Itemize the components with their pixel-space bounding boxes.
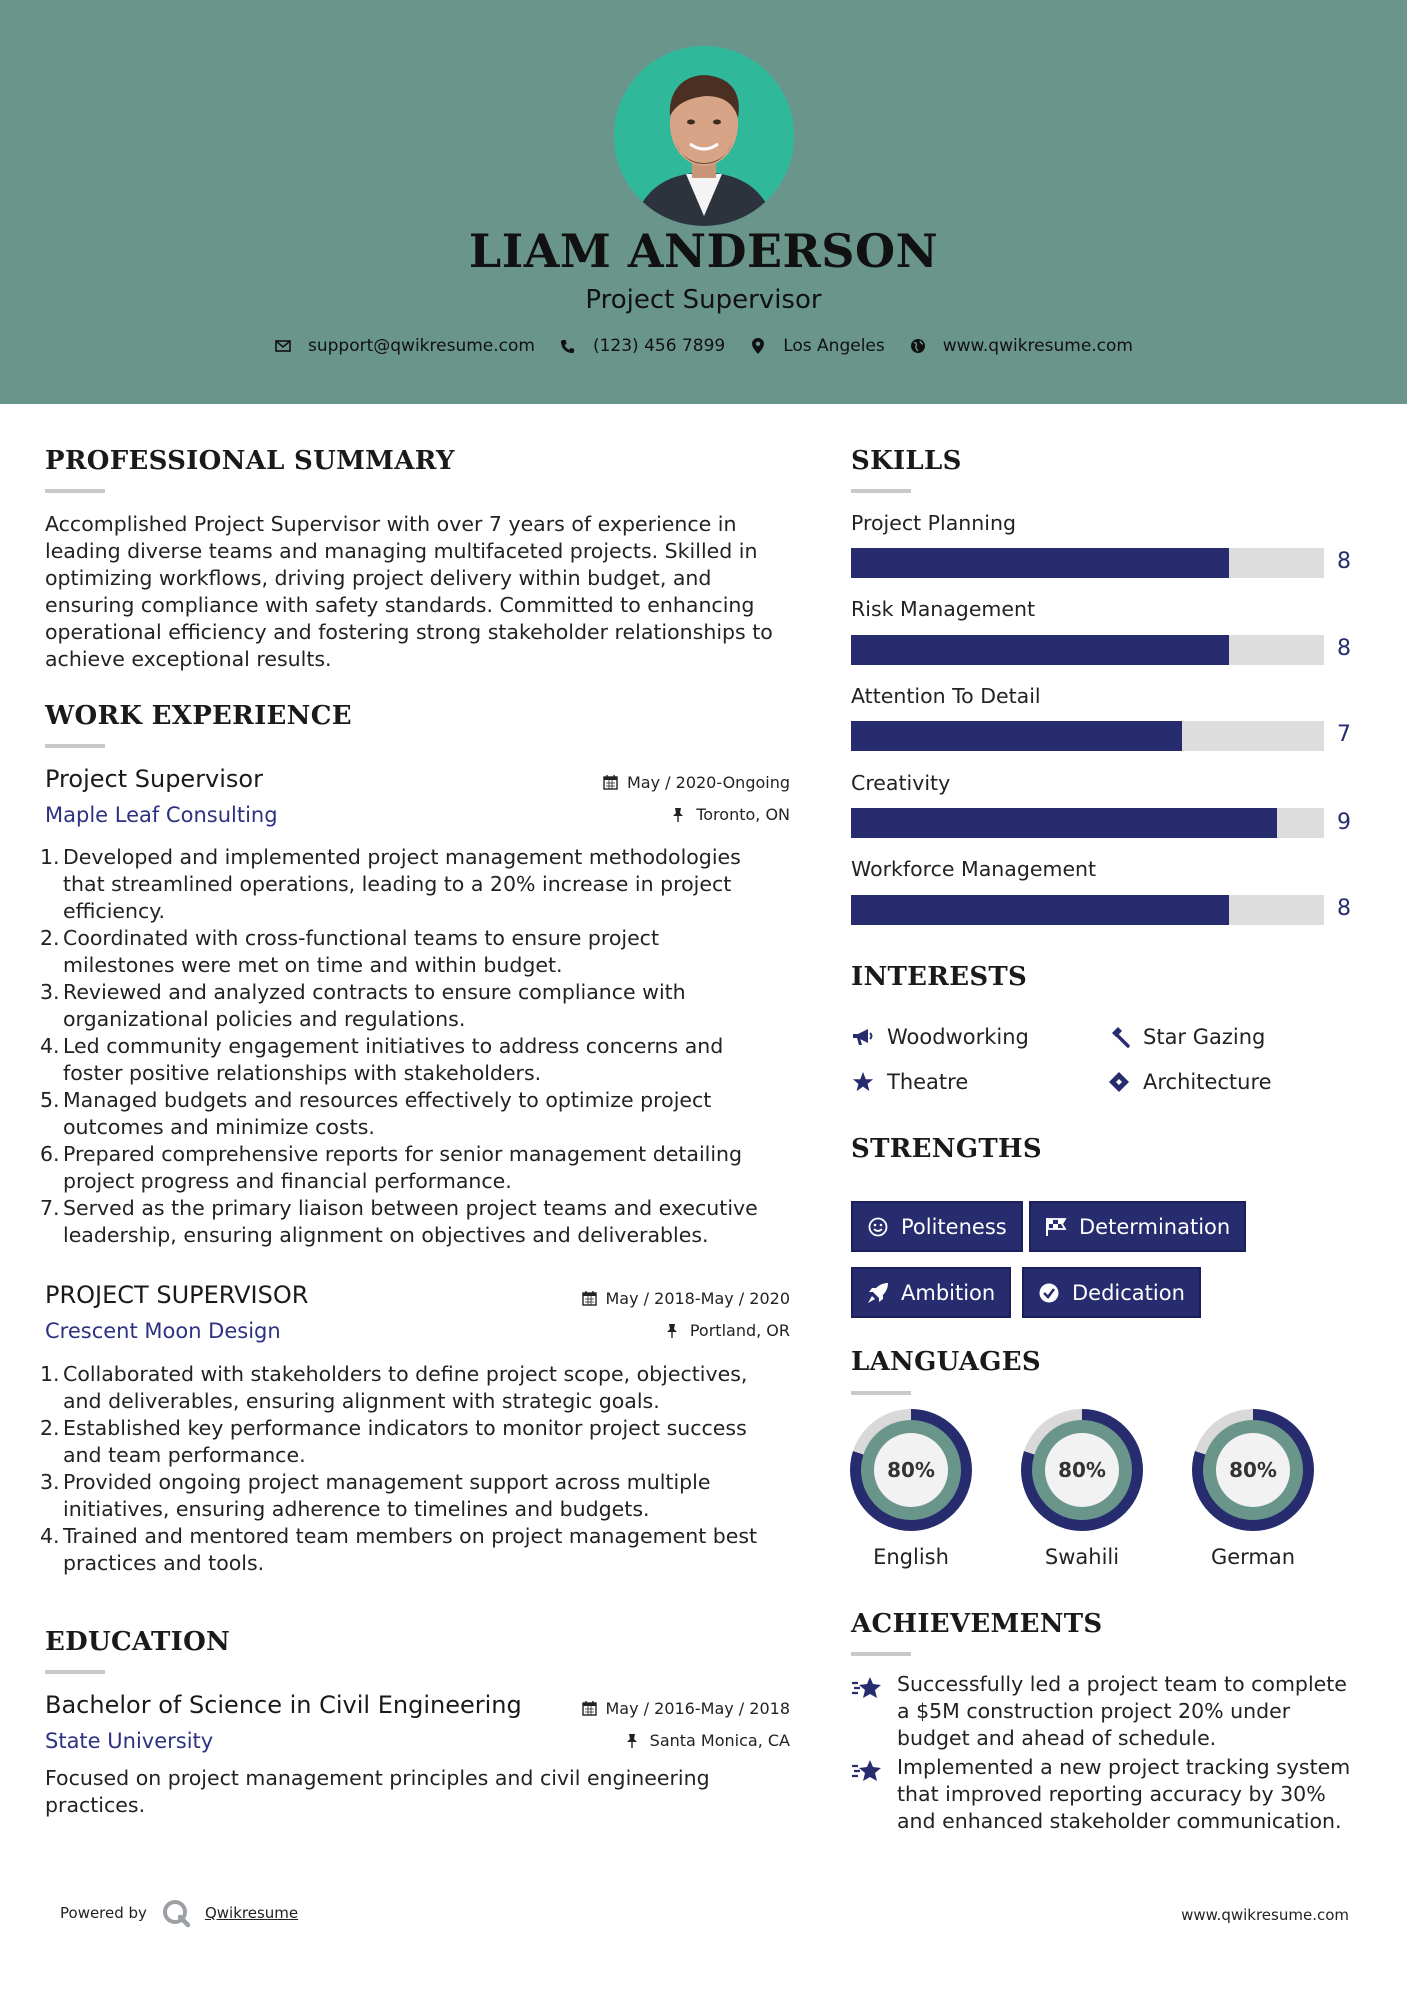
education-divider [45, 1670, 105, 1674]
ticket-icon [1107, 1070, 1131, 1094]
language-name: Swahili [1044, 1545, 1120, 1569]
duty-line: Managed budgets and resources effectively to optimize project [63, 1088, 712, 1112]
languages-divider [851, 1391, 911, 1395]
summary-line: achieve exceptional results. [45, 647, 332, 671]
contact-email[interactable] [274, 336, 535, 356]
list-number: 1. [40, 845, 60, 869]
strength-label: Dedication [1072, 1280, 1185, 1305]
summary-heading: PROFESSIONAL SUMMARY [45, 446, 455, 476]
skill-bar-track [851, 808, 1324, 838]
star-icon [851, 1070, 875, 1094]
interest-item [851, 1025, 1029, 1049]
job-duties-2 [40, 1361, 790, 1577]
education-location [626, 1731, 790, 1750]
duty-line: Prepared comprehensive reports for senior management detailing [63, 1142, 743, 1166]
list-item [40, 1087, 790, 1141]
duty-line: Trained and mentored team members on project management best [63, 1524, 758, 1548]
strength-badge [851, 1267, 1011, 1318]
megaphone-icon [851, 1025, 875, 1049]
language-gauge [1192, 1409, 1314, 1531]
skill-name: Attention To Detail [851, 684, 1041, 708]
phone-icon [559, 337, 577, 355]
duty-line: Provided ongoing project management support across multiple [63, 1470, 711, 1494]
list-item [40, 1195, 790, 1249]
calendar-icon [582, 1701, 598, 1717]
job-location-text: Toronto, ON [696, 805, 790, 824]
achievements-divider [851, 1652, 911, 1656]
contact-phone[interactable] [559, 336, 725, 356]
gavel-icon [1107, 1025, 1131, 1049]
skill-value: 8 [1337, 549, 1351, 574]
language-name: German [1210, 1545, 1296, 1569]
strength-badge [1022, 1267, 1201, 1318]
duty-line: that streamlined operations, leading to a 20% increase in project [63, 872, 732, 896]
summary-line: operational efficiency and fostering strong stakeholder relationships to [45, 620, 773, 644]
achievement-line: that improved reporting accuracy by 30% [897, 1782, 1326, 1806]
job-role: Project Supervisor [45, 765, 263, 793]
experience-heading: WORK EXPERIENCE [45, 701, 352, 731]
list-item [40, 1469, 790, 1523]
duty-line: and deliverables, ensuring alignment with strategic goals. [63, 1389, 660, 1413]
strength-badge [851, 1201, 1023, 1252]
language-gauge [850, 1409, 972, 1531]
contact-website-text: www.qwikresume.com [942, 336, 1133, 356]
skill-bar-track [851, 895, 1324, 925]
job-location [666, 1321, 790, 1340]
language-name: English [873, 1545, 949, 1569]
education-school: State University [45, 1729, 214, 1753]
duty-line: Reviewed and analyzed contracts to ensure compliance with [63, 980, 686, 1004]
duty-line: organizational policies and regulations. [63, 1007, 466, 1031]
skill-name: Creativity [851, 771, 951, 795]
duty-line: Served as the primary liaison between project teams and executive [63, 1196, 758, 1220]
smile-icon [867, 1216, 889, 1238]
shooting-star-icon [851, 1756, 883, 1786]
list-item [40, 1033, 790, 1087]
job-location [672, 805, 790, 824]
candidate-name: LIAM ANDERSON [468, 224, 939, 278]
contact-website[interactable] [909, 336, 1133, 356]
list-number: 6. [40, 1142, 60, 1166]
contact-bar [0, 336, 1407, 356]
list-number: 1. [40, 1362, 60, 1386]
list-number: 4. [40, 1524, 60, 1548]
skill-bar-track [851, 721, 1324, 751]
powered-by-text: Powered by [60, 1904, 147, 1922]
skill-name: Risk Management [851, 597, 1036, 621]
summary-line: ensuring compliance with safety standards. Committed to enhancing [45, 593, 755, 617]
duty-line: Coordinated with cross-functional teams to ensure project [63, 926, 659, 950]
qwikresume-logo-icon [161, 1898, 191, 1928]
job-date-text: May / 2020-Ongoing [627, 773, 790, 792]
contact-phone-text: (123) 456 7899 [592, 336, 726, 356]
duty-line: efficiency. [63, 899, 165, 923]
job-company: Crescent Moon Design [45, 1319, 281, 1343]
pushpin-icon [626, 1733, 642, 1749]
skill-value: 9 [1337, 810, 1351, 835]
duty-line: project progress and financial performance. [63, 1169, 512, 1193]
interest-label: Theatre [887, 1070, 969, 1094]
calendar-icon [582, 1291, 598, 1307]
achievement-line: budget and ahead of schedule. [897, 1726, 1217, 1750]
interest-item [851, 1070, 968, 1094]
strength-label: Politeness [901, 1214, 1007, 1239]
list-number: 3. [40, 1470, 60, 1494]
achievement-line: a $5M construction project 20% under [897, 1699, 1291, 1723]
strength-badge [1029, 1201, 1246, 1252]
interest-item [1107, 1025, 1265, 1049]
summary-line: leading diverse teams and managing multifaceted projects. Skilled in [45, 539, 758, 563]
duty-line: foster positive relationships with stakeholders. [63, 1061, 542, 1085]
contact-location-text: Los Angeles [783, 336, 885, 356]
achievement-line: Successfully led a project team to complete [897, 1672, 1347, 1696]
experience-divider [45, 744, 105, 748]
duty-line: milestones were met on time and within budget. [63, 953, 563, 977]
summary-line: optimizing workflows, driving project delivery within budget, and [45, 566, 712, 590]
achievement-item [851, 1754, 1371, 1835]
job-location-text: Portland, OR [689, 1321, 790, 1340]
languages-heading: LANGUAGES [851, 1347, 1041, 1377]
globe-icon [909, 337, 927, 355]
profile-photo [614, 46, 794, 226]
interest-item [1107, 1070, 1272, 1094]
duty-line: practices and tools. [63, 1551, 265, 1575]
duty-line: leadership, ensuring alignment on objectives and deliverables. [63, 1223, 709, 1247]
strength-label: Determination [1079, 1214, 1231, 1239]
interests-heading: INTERESTS [851, 962, 1028, 992]
list-item [40, 1361, 790, 1415]
achievement-line: Implemented a new project tracking system [897, 1755, 1351, 1779]
list-item [40, 925, 790, 979]
contact-location [749, 336, 885, 356]
skill-bar-fill [851, 808, 1277, 838]
job-date [603, 773, 790, 792]
candidate-title: Project Supervisor [585, 285, 822, 315]
summary-line: Accomplished Project Supervisor with over 7 years of experience in [45, 512, 737, 536]
list-number: 3. [40, 980, 60, 1004]
list-number: 7. [40, 1196, 60, 1220]
skill-bar-fill [851, 895, 1229, 925]
duty-line: and team performance. [63, 1443, 306, 1467]
footer-website[interactable]: www.qwikresume.com [1181, 1906, 1349, 1924]
duty-line: Established key performance indicators to monitor project success [63, 1416, 747, 1440]
job-company: Maple Leaf Consulting [45, 803, 278, 827]
education-description [45, 1765, 790, 1819]
skills-heading: SKILLS [851, 446, 962, 476]
shooting-star-icon [851, 1673, 883, 1703]
qwikresume-link[interactable]: Qwikresume [204, 1904, 299, 1922]
achievement-line: and enhanced stakeholder communication. [897, 1809, 1342, 1833]
skill-bar-fill [851, 635, 1229, 665]
flag-icon [1045, 1216, 1067, 1238]
language-percent: 80% [874, 1433, 948, 1507]
language-percent: 80% [1216, 1433, 1290, 1507]
job-role: PROJECT SUPERVISOR [45, 1281, 309, 1309]
list-item [40, 1141, 790, 1195]
list-number: 2. [40, 926, 60, 950]
skills-divider [851, 489, 911, 493]
list-item [40, 979, 790, 1033]
skill-value: 7 [1337, 722, 1351, 747]
list-item [40, 1415, 790, 1469]
interest-label: Woodworking [887, 1025, 1029, 1049]
contact-email-text: support@qwikresume.com [308, 336, 535, 356]
achievements-heading: ACHIEVEMENTS [851, 1609, 1103, 1639]
skill-bar-fill [851, 721, 1182, 751]
job-date [582, 1289, 791, 1308]
check-circle-icon [1038, 1282, 1060, 1304]
duty-line: Collaborated with stakeholders to define project scope, objectives, [63, 1362, 748, 1386]
list-item [40, 844, 790, 925]
interest-label: Star Gazing [1143, 1025, 1266, 1049]
rocket-icon [867, 1282, 889, 1304]
strengths-heading: STRENGTHS [851, 1134, 1042, 1164]
job-duties-1 [40, 844, 790, 1249]
education-location-text: Santa Monica, CA [649, 1731, 790, 1750]
skill-value: 8 [1337, 896, 1351, 921]
resume-header [0, 0, 1407, 404]
duty-line: Developed and implemented project management methodologies [63, 845, 741, 869]
skill-bar-track [851, 635, 1324, 665]
education-line: Focused on project management principles and civil engineering [45, 1766, 710, 1790]
duty-line: Led community engagement initiatives to address concerns and [63, 1034, 724, 1058]
envelope-icon [274, 337, 292, 355]
education-degree: Bachelor of Science in Civil Engineering [45, 1691, 522, 1719]
list-number: 5. [40, 1088, 60, 1112]
duty-line: initiatives, ensuring adherence to timelines and budgets. [63, 1497, 650, 1521]
achievement-item [851, 1671, 1371, 1752]
footer-branding [60, 1898, 298, 1928]
list-number: 2. [40, 1416, 60, 1440]
skill-value: 8 [1337, 636, 1351, 661]
job-date-text: May / 2018-May / 2020 [605, 1289, 790, 1308]
skill-bar-fill [851, 548, 1229, 578]
language-percent: 80% [1045, 1433, 1119, 1507]
summary-text [45, 511, 790, 673]
education-line: practices. [45, 1793, 146, 1817]
pushpin-icon [666, 1323, 682, 1339]
education-date [582, 1699, 791, 1718]
skill-name: Workforce Management [851, 857, 1097, 881]
duty-line: outcomes and minimize costs. [63, 1115, 375, 1139]
list-item [40, 1523, 790, 1577]
calendar-icon [603, 775, 619, 791]
education-heading: EDUCATION [45, 1627, 231, 1657]
skill-bar-track [851, 548, 1324, 578]
pushpin-icon [672, 807, 688, 823]
list-number: 4. [40, 1034, 60, 1058]
interest-label: Architecture [1143, 1070, 1272, 1094]
strength-label: Ambition [901, 1280, 996, 1305]
summary-divider [45, 489, 105, 493]
map-pin-icon [749, 337, 767, 355]
skill-name: Project Planning [851, 511, 1016, 535]
education-date-text: May / 2016-May / 2018 [605, 1699, 790, 1718]
language-gauge [1021, 1409, 1143, 1531]
